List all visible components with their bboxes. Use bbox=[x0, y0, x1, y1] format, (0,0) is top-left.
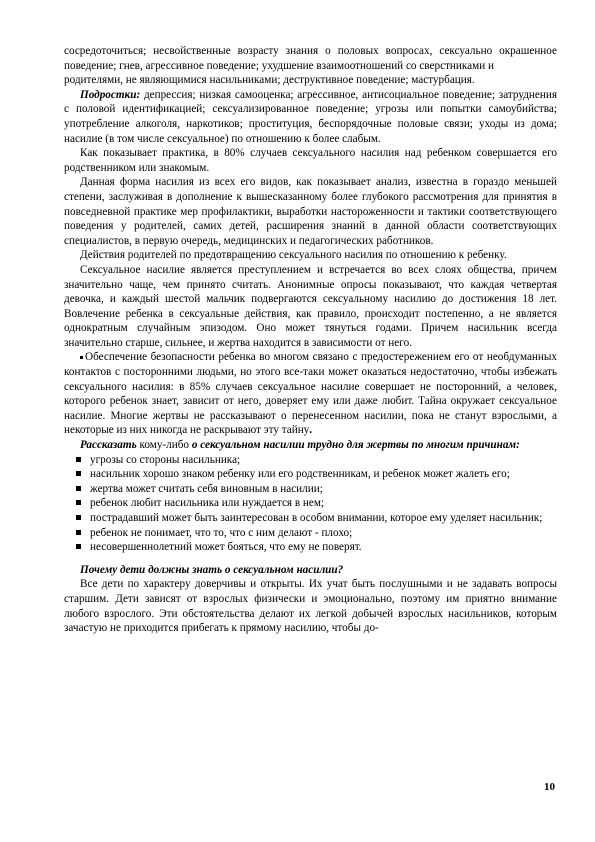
tell-word: Рассказать bbox=[80, 439, 137, 452]
paragraph-teens bbox=[64, 88, 557, 146]
list-item-text: пострадавший может быть заинтересован в особом внимании, которое ему уделяет насильник; bbox=[90, 512, 543, 524]
square-bullet-icon bbox=[76, 500, 81, 505]
square-bullet-icon bbox=[76, 530, 81, 535]
teen-label: Подростки: bbox=[80, 88, 141, 101]
tell-middle: кому-либо bbox=[136, 439, 192, 452]
square-bullet-icon bbox=[76, 486, 81, 491]
list-item-text: ребенок любит насильника или нуждается в нем; bbox=[90, 497, 325, 510]
list-item bbox=[64, 511, 557, 526]
page-body bbox=[64, 44, 557, 636]
list-item-text: ребенок не понимает, что то, что с ним делают - плохо; bbox=[90, 526, 353, 539]
list-item bbox=[64, 453, 557, 468]
paragraph-crime: Сексуальное насилие является преступлением и встречается во всех слоях общества, причем значительно чаще, чем принято считать. Анонимные опросы показывают, что каждая четвертая девочка, и каждый шестой мальчик подвергаются сексуальному насилию до достижения 18 лет. Вовлечение ребенка в сексуальные действия, как правило, происходит постепенно, а не является однократным случайным эпизодом. Оно может тянуться годами. Причем насильник всегда значительно старше, сильнее, и жертва находится в зависимости от него. bbox=[64, 263, 557, 349]
reasons-list bbox=[64, 453, 557, 555]
list-item-text: жертва может считать себя виновным в насилии; bbox=[90, 482, 323, 495]
list-item-text: насильник хорошо знаком ребенку или его родственникам, и ребенок может жалеть его; bbox=[90, 468, 510, 481]
square-bullet-icon bbox=[76, 515, 81, 520]
square-bullet-icon bbox=[76, 457, 81, 462]
bullet-small-icon bbox=[80, 356, 83, 359]
paragraph-tell bbox=[64, 438, 557, 453]
list-item bbox=[64, 467, 557, 482]
list-item bbox=[64, 540, 557, 555]
list-item bbox=[64, 482, 557, 497]
list-item-text: угрозы со стороны насильника; bbox=[90, 453, 241, 466]
page-number: 10 bbox=[544, 781, 555, 793]
square-bullet-icon bbox=[76, 544, 81, 549]
paragraph-trust: Все дети по характеру доверчивы и открыты. Их учат быть послушными и не задавать вопросы старшим. Дети зависят от взрослых физически и эмоционально, поэтому им приятно внимание любого взрослого. Эти обстоятельства делают их легкой добычей взрослых насильников, которым зачастую не приходится прибегать к прямому насилию, чтобы до- bbox=[64, 578, 557, 635]
paragraph-analysis: Данная форма насилия из всех его видов, как показывает анализ, известна в гораздо меньшей степени, заслуживая в дополнение к вышесказанному более глубокого рассмотрения для принятия в повседневной практике мер профилактики, выработки настороженности и тактики соответствующего поведения у родителей, самих детей, расширения знаний в данной области соответствующих специалистов, в первую очередь, медицинских и педагогических работников. bbox=[64, 176, 557, 247]
paragraph-symptoms-children: сосредоточиться; несвойственные возрасту знания о половых вопросах, сексуально окрашенное поведение; гнев, агрессивное поведение; ухудшение взаимоотношений со сверстниками и bbox=[64, 45, 557, 72]
list-item bbox=[64, 526, 557, 541]
list-item bbox=[64, 496, 557, 511]
section-heading-why: Почему дети должны знать о сексуальном насилии? bbox=[80, 563, 344, 576]
paragraph-symptoms-children-cont: родителями, не являющимися насильниками; деструктивное поведение; мастурбация. bbox=[64, 74, 475, 87]
list-item-text: несовершеннолетний может бояться, что ему не поверят. bbox=[90, 541, 362, 554]
teen-text: депрессия; низкая самооценка; агрессивное, антисоциальное поведение; затруднения с половой идентификацией; сексуализированное поведение; угрозы или попытки самоубийства; употребление алкоголя, наркотиков; проституция, беспорядочные половые связи; уходы из дома; насилие (в том числе сексуальное) по отношению к более слабым. bbox=[64, 88, 557, 145]
paragraph-parent-actions: Действия родителей по предотвращению сексуального насилия по отношению к ребенку. bbox=[80, 249, 507, 262]
tell-rest: о сексуальном насилии трудно для жертвы по многим причинам: bbox=[191, 439, 520, 452]
safety-text: Обеспечение безопасности ребенка во многом связано с предостережением его от необдуманных контактов с посторонними людьми, но этого все-таки может оказаться недостаточно, чтобы избежать сексуального насилия: в 85% случаев сексуальное насилие совершает не посторонний, а человек, которого ребенок знает, зависит от него, доверяет ему или даже любит. Тайна окружает сексуальное насилие. Многие жертвы не рассказывают о перенесенном насилии, пока не станут взрослыми, а некоторые из них никогда не раскрывают эту тайну bbox=[64, 351, 557, 437]
paragraph-safety bbox=[64, 350, 557, 438]
square-bullet-icon bbox=[76, 471, 81, 476]
safety-end: . bbox=[309, 424, 313, 437]
paragraph-practice: Как показывает практика, в 80% случаев сексуального насилия над ребенком совершается его родственником или знакомым. bbox=[64, 147, 557, 174]
